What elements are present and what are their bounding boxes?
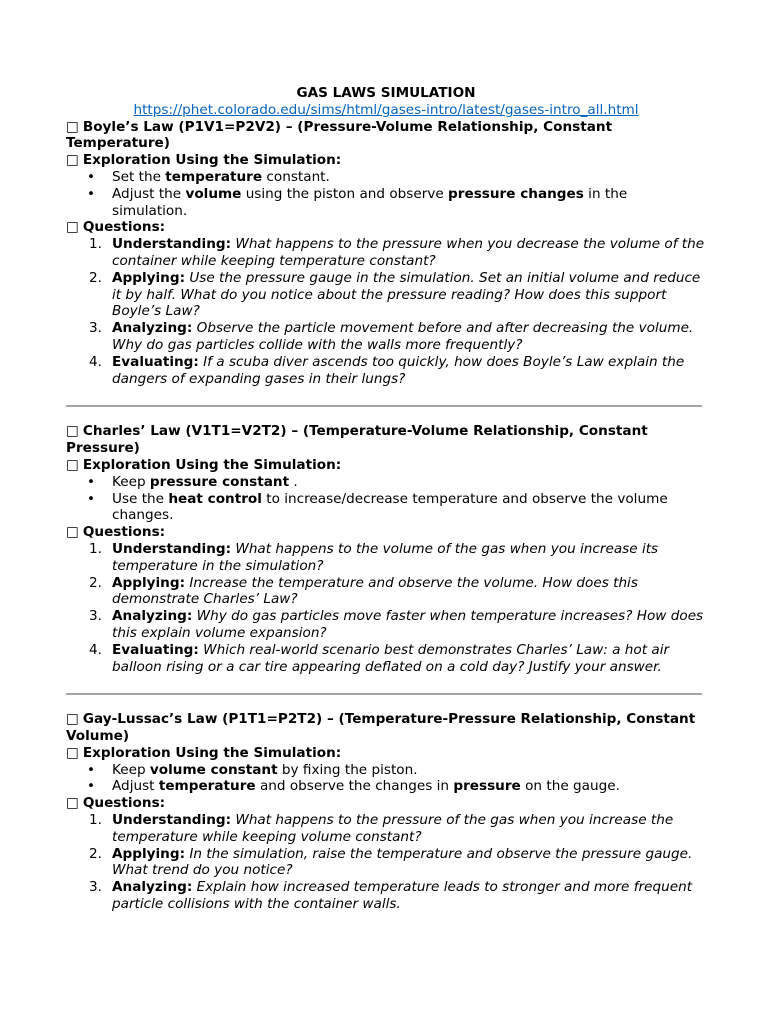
exploration-label-text: Exploration Using the Simulation:: [82, 456, 342, 473]
question-text: Which real-world scenario best demonstrates Charles’ Law: a hot air balloon rising or a car tire appearing deflated on a cold day? Justify your answer.: [112, 641, 670, 675]
questions-label: [66, 524, 706, 541]
exploration-label-text: Exploration Using the Simulation:: [82, 744, 342, 761]
checkbox-glyph-icon: □: [66, 423, 79, 440]
step-text: Keep: [112, 761, 150, 778]
section-heading-text: Boyle’s Law (P1V1=P2V2) – (Pressure-Volume Relationship, Constant Temperature): [66, 118, 613, 152]
section-heading-text: Charles’ Law (V1T1=V2T2) – (Temperature-Volume Relationship, Constant Pressure): [66, 423, 648, 457]
exploration-list: [66, 762, 706, 796]
question-number: 1.: [89, 812, 102, 829]
question-item: [66, 812, 706, 846]
exploration-list: [66, 169, 706, 219]
step-text: to increase/decrease temperature and observe the volume changes.: [112, 490, 668, 524]
checkbox-glyph-icon: □: [66, 795, 79, 812]
step-text: .: [289, 473, 298, 490]
exploration-step: [66, 491, 706, 525]
questions-label-text: Questions:: [82, 795, 166, 812]
question-number: 4.: [89, 641, 102, 658]
step-text: constant.: [262, 168, 330, 185]
question-number: 3.: [89, 608, 102, 625]
question-number: 2.: [89, 574, 102, 591]
question-number: 3.: [89, 879, 102, 896]
question-number: 3.: [89, 320, 102, 337]
question-label: Analyzing:: [112, 608, 193, 625]
step-emphasis: pressure constant: [149, 473, 290, 490]
question-number: 2.: [89, 269, 102, 286]
exploration-label: [66, 457, 706, 474]
step-text: and observe the changes in: [255, 778, 454, 795]
question-label: Applying:: [112, 845, 186, 862]
question-label: Evaluating:: [112, 641, 199, 658]
question-item: [66, 575, 706, 609]
question-item: [66, 236, 706, 270]
question-item: [66, 608, 706, 642]
question-text: Why do gas particles move faster when temperature increases? How does this explain volume expansion?: [112, 608, 704, 641]
section-heading-text: Gay-Lussac’s Law (P1T1=P2T2) – (Temperature-Pressure Relationship, Constant Volume): [66, 711, 696, 745]
exploration-label-text: Exploration Using the Simulation:: [82, 152, 342, 169]
checkbox-glyph-icon: □: [66, 711, 79, 728]
step-emphasis: pressure changes: [448, 185, 584, 202]
question-label: Applying:: [112, 574, 186, 591]
question-number: 4.: [89, 353, 102, 370]
section-divider: [66, 405, 702, 407]
step-emphasis: heat control: [168, 490, 262, 507]
step-emphasis: temperature: [158, 778, 256, 795]
exploration-step: [66, 474, 706, 491]
section-heading: [66, 119, 706, 153]
question-label: Applying:: [112, 269, 186, 286]
law-section: [66, 711, 706, 913]
question-label: Understanding:: [112, 236, 232, 253]
question-item: [66, 320, 706, 354]
exploration-step: [66, 169, 706, 186]
step-text: using the piston and observe: [241, 185, 449, 202]
questions-label-text: Questions:: [82, 219, 166, 236]
question-label: Analyzing:: [112, 879, 193, 896]
document-body: [66, 85, 706, 913]
question-number: 2.: [89, 845, 102, 862]
question-label: Understanding:: [112, 540, 232, 557]
step-text: Adjust: [112, 778, 159, 795]
question-text: Increase the temperature and observe the volume. How does this demonstrate Charles’ Law?: [112, 574, 638, 608]
document-title: GAS LAWS SIMULATION: [296, 85, 476, 101]
question-text: Use the pressure gauge in the simulation. Set an initial volume and reduce it by half. What do you notice about the pressure reading? How does this support Boyle’s Law?: [112, 269, 701, 320]
questions-list: [66, 236, 706, 387]
step-text: on the gauge.: [520, 778, 620, 795]
question-text: What happens to the pressure when you decrease the volume of the container while keeping temperature constant?: [112, 236, 705, 269]
questions-list: [66, 541, 706, 675]
question-item: [66, 354, 706, 388]
exploration-step: [66, 762, 706, 779]
question-text: If a scuba diver ascends too quickly, how does Boyle’s Law explain the dangers of expanding gases in their lungs?: [112, 353, 685, 387]
law-section: [66, 423, 706, 675]
section-heading: [66, 711, 706, 745]
question-text: In the simulation, raise the temperature and observe the pressure gauge. What trend do you notice?: [112, 845, 693, 879]
simulation-link[interactable]: https://phet.colorado.edu/sims/html/gases-intro/latest/gases-intro_all.html: [133, 101, 639, 118]
step-text: Use the: [112, 490, 169, 507]
exploration-label: [66, 745, 706, 762]
question-label: Analyzing:: [112, 320, 193, 337]
question-text: Observe the particle movement before and after decreasing the volume. Why do gas particles collide with the walls more frequently?: [112, 320, 694, 353]
exploration-step: [66, 778, 706, 795]
question-item: [66, 879, 706, 913]
checkbox-glyph-icon: □: [66, 219, 79, 236]
step-emphasis: pressure: [453, 778, 521, 795]
sections-container: [66, 119, 706, 913]
question-text: Explain how increased temperature leads to stronger and more frequent particle collisions with the container walls.: [112, 879, 693, 913]
step-text: by fixing the piston.: [277, 761, 418, 778]
question-text: What happens to the pressure of the gas when you increase the temperature while keeping volume constant?: [112, 812, 674, 845]
question-text: What happens to the volume of the gas when you increase its temperature in the simulation?: [112, 540, 659, 574]
checkbox-glyph-icon: □: [66, 118, 79, 135]
step-text: Keep: [112, 473, 150, 490]
law-section: [66, 119, 706, 388]
question-label: Evaluating:: [112, 353, 199, 370]
question-number: 1.: [89, 540, 102, 557]
checkbox-glyph-icon: □: [66, 456, 79, 473]
checkbox-glyph-icon: □: [66, 744, 79, 761]
checkbox-glyph-icon: □: [66, 152, 79, 169]
step-emphasis: temperature: [165, 168, 263, 185]
question-label: Understanding:: [112, 812, 232, 829]
question-item: [66, 846, 706, 880]
checkbox-glyph-icon: □: [66, 524, 79, 541]
questions-label: [66, 219, 706, 236]
step-emphasis: volume constant: [149, 761, 278, 778]
question-item: [66, 642, 706, 676]
section-divider: [66, 693, 702, 695]
step-text: Set the: [112, 168, 166, 185]
step-emphasis: volume: [185, 185, 242, 202]
section-heading: [66, 423, 706, 457]
questions-label-text: Questions:: [82, 524, 166, 541]
exploration-step: [66, 186, 706, 220]
questions-label: [66, 795, 706, 812]
question-number: 1.: [89, 236, 102, 253]
step-text: in the simulation.: [112, 185, 628, 219]
step-text: Adjust the: [112, 185, 186, 202]
question-item: [66, 270, 706, 320]
exploration-list: [66, 474, 706, 524]
exploration-label: [66, 152, 706, 169]
questions-list: [66, 812, 706, 913]
question-item: [66, 541, 706, 575]
